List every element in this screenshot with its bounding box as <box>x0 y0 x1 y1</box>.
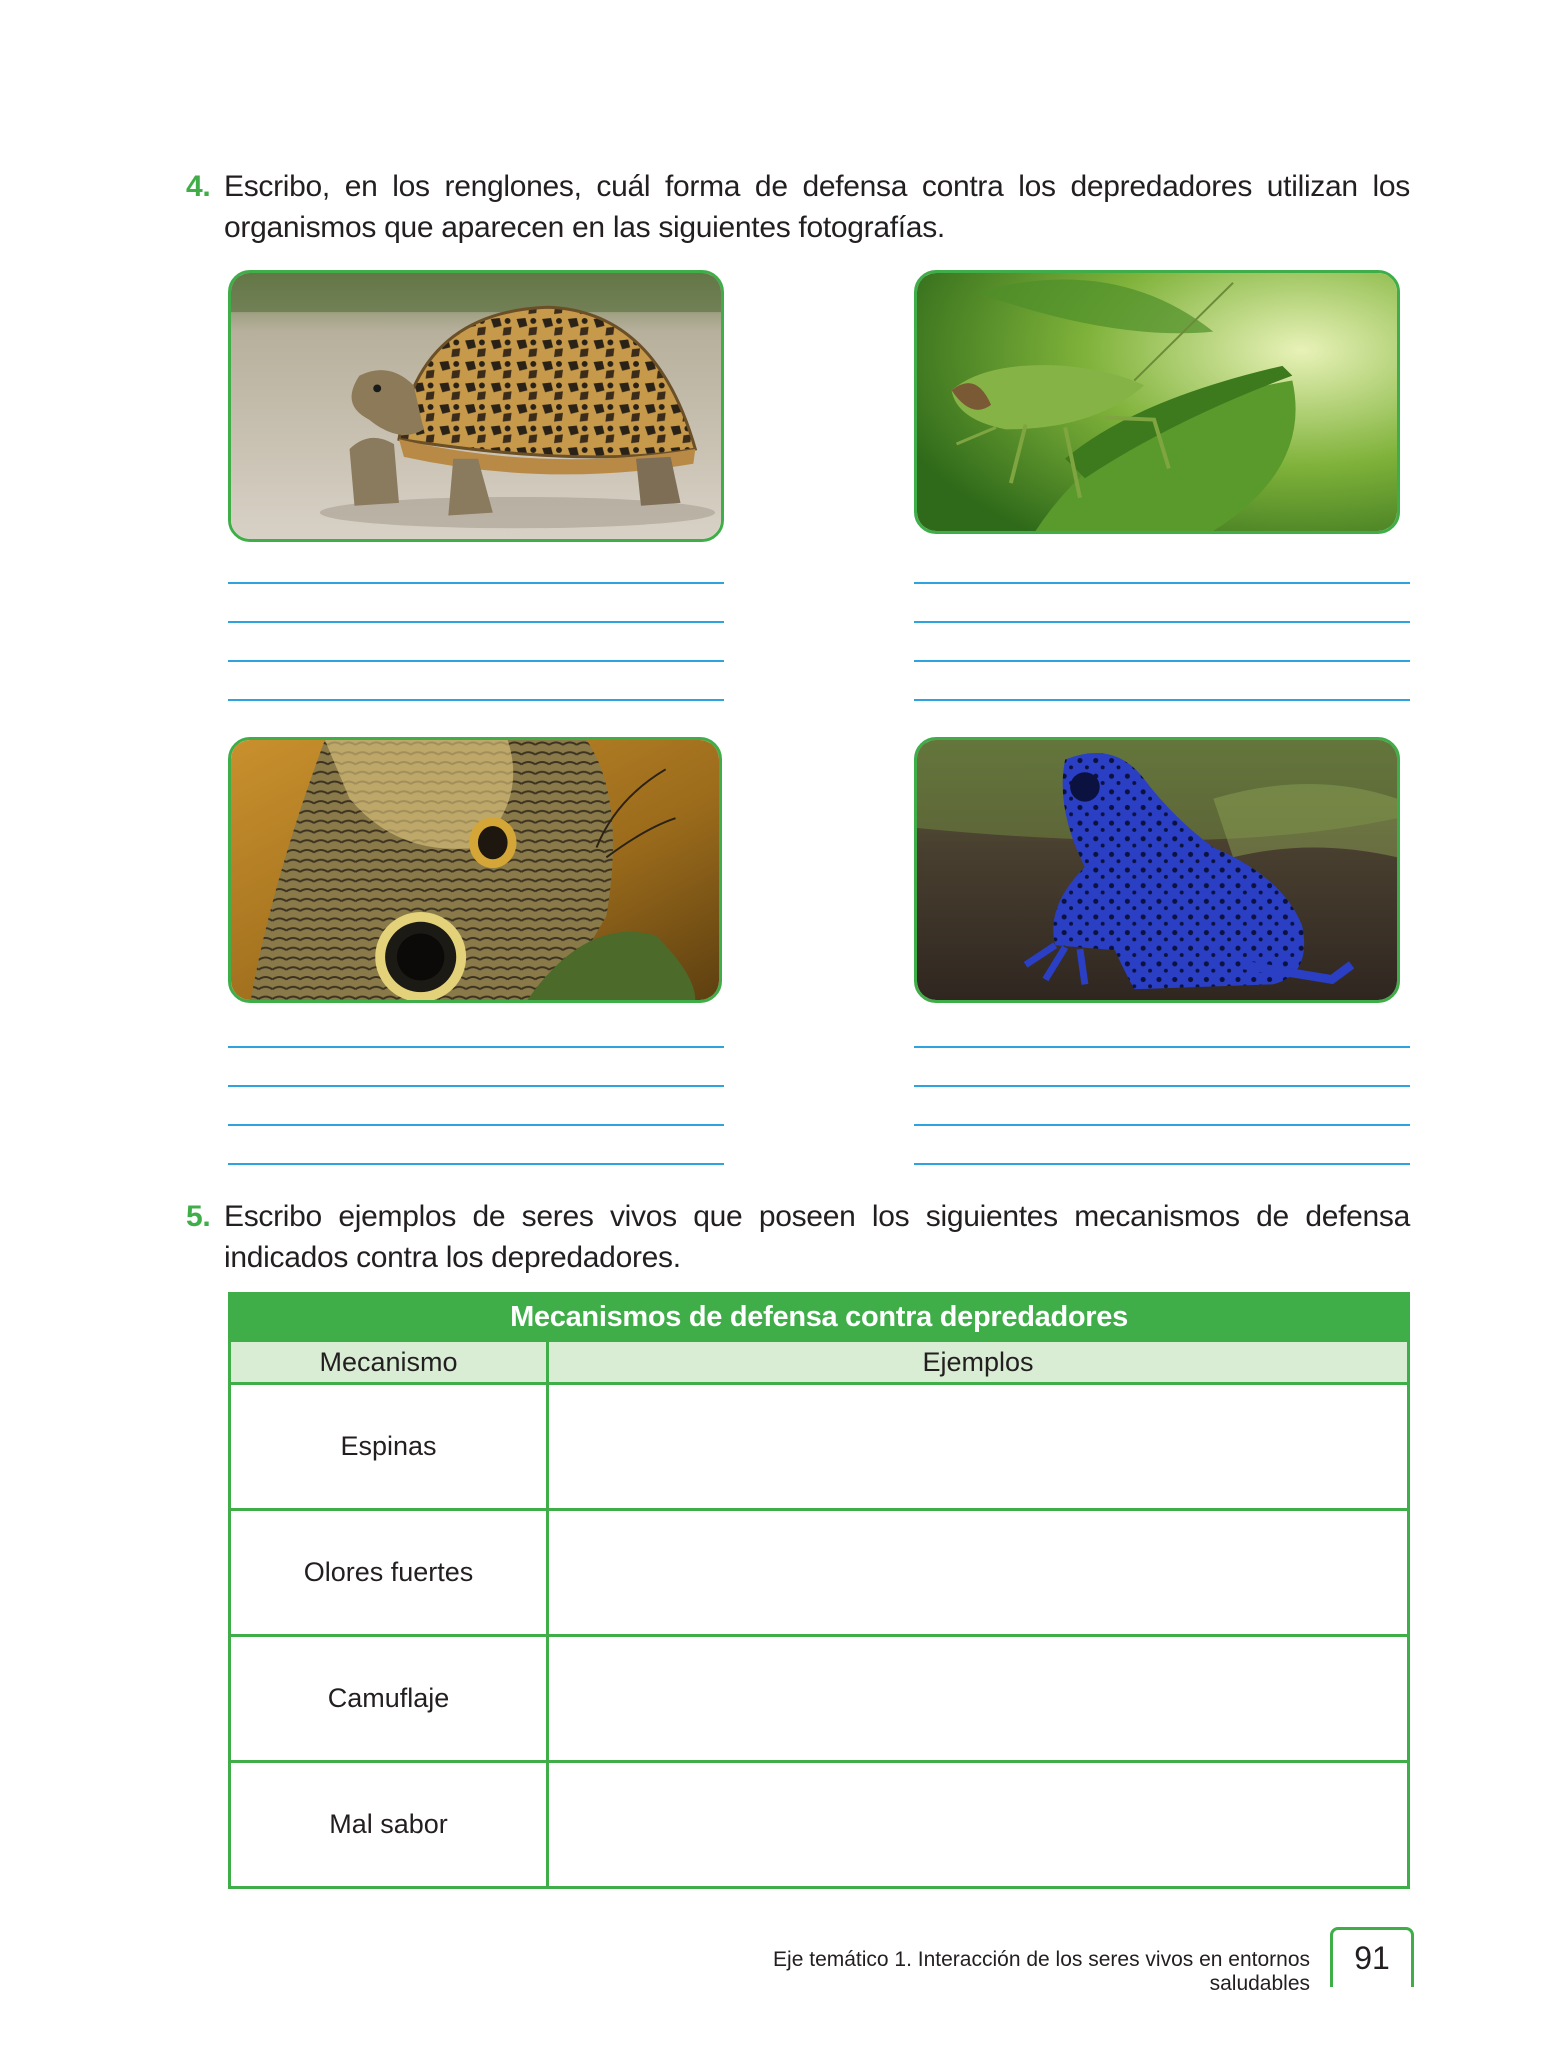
examples-cell[interactable] <box>548 1384 1409 1510</box>
question-text: Escribo ejemplos de seres vivos que poseen los siguientes mecanismos de defensa indicados contra los depredadores. <box>224 1200 1410 1274</box>
column-header-mechanism: Mecanismo <box>230 1341 548 1384</box>
question-4 <box>186 166 1410 248</box>
question-number: 4. <box>186 170 211 203</box>
examples-cell[interactable] <box>548 1636 1409 1762</box>
katydid-photo <box>914 270 1400 534</box>
blue-poison-frog-photo <box>914 737 1400 1003</box>
answer-lines[interactable] <box>914 582 1410 738</box>
mechanism-cell: Olores fuertes <box>230 1510 548 1636</box>
question-number: 5. <box>186 1200 211 1233</box>
question-5 <box>186 1196 1410 1278</box>
column-header-examples: Ejemplos <box>548 1341 1409 1384</box>
table-row <box>230 1510 1409 1636</box>
answer-lines[interactable] <box>228 582 724 738</box>
examples-cell[interactable] <box>548 1762 1409 1888</box>
mechanism-cell: Camuflaje <box>230 1636 548 1762</box>
page-number: 91 <box>1330 1927 1414 1987</box>
answer-lines[interactable] <box>228 1046 724 1202</box>
question-text: Escribo, en los renglones, cuál forma de defensa contra los depredadores utilizan los organismos que aparecen en las siguientes fotografías. <box>224 170 1410 244</box>
answer-lines[interactable] <box>914 1046 1410 1202</box>
mechanism-cell: Mal sabor <box>230 1762 548 1888</box>
table-row <box>230 1636 1409 1762</box>
table-row <box>230 1384 1409 1510</box>
table-title: Mecanismos de defensa contra depredadores <box>230 1294 1409 1341</box>
footer-text: Eje temático 1. Interacción de los seres vivos en entornos saludables <box>773 1948 1310 1995</box>
table-row <box>230 1762 1409 1888</box>
examples-cell[interactable] <box>548 1510 1409 1636</box>
mechanism-cell: Espinas <box>230 1384 548 1510</box>
tortoise-photo <box>228 270 724 542</box>
defense-mechanisms-table <box>228 1292 1410 1889</box>
owl-butterfly-photo <box>228 737 722 1003</box>
